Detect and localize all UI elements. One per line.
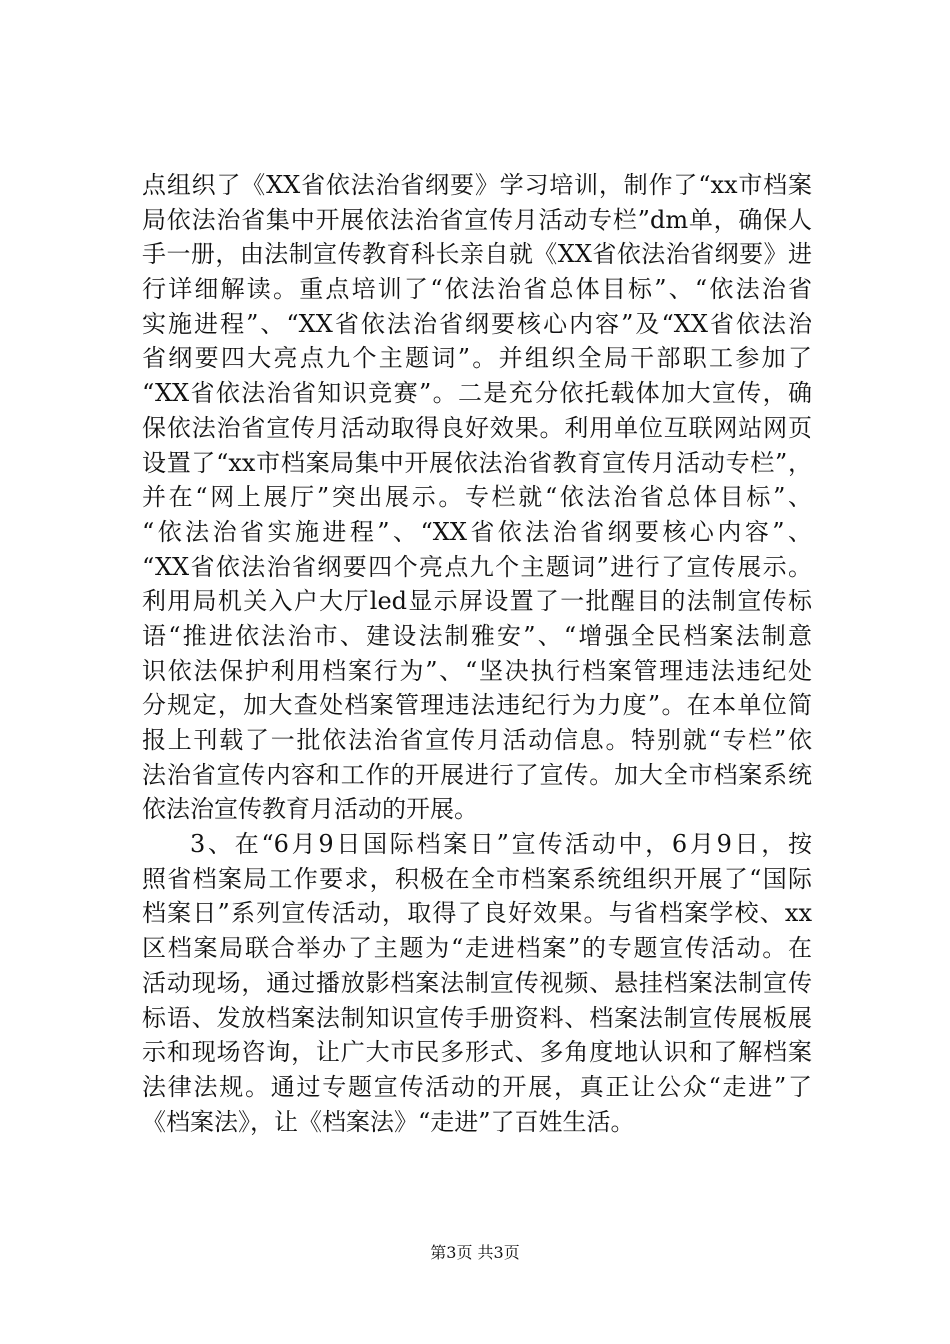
page-footer: 第3页 共3页 — [430, 1243, 520, 1262]
text-line: “依法治省实施进程”、“XX省依法治省纲要核心内容”、 — [142, 517, 812, 546]
text-line: 行详细解读。重点培训了“依法治省总体目标”、“依法治省 — [142, 275, 812, 304]
text-line: 并在“网上展厅”突出展示。专栏就“依法治省总体目标”、 — [142, 483, 812, 512]
text-line: 标语、发放档案法制知识宣传手册资料、档案法制宣传展板展 — [142, 1003, 812, 1032]
text-line: “XX省依法治省纲要四个亮点九个主题词”进行了宣传展示。 — [142, 552, 812, 581]
text-line: 利用局机关入户大厅led显示屏设置了一批醒目的法制宣传标 — [142, 587, 812, 616]
text-line: 手一册，由法制宣传教育科长亲自就《XX省依法治省纲要》进 — [142, 240, 812, 269]
text-line: 实施进程”、“XX省依法治省纲要核心内容”及“XX省依法治 — [142, 309, 812, 338]
text-line: 保依法治省宣传月活动取得良好效果。利用单位互联网站网页 — [142, 413, 812, 442]
text-line: 档案日”系列宣传活动，取得了良好效果。与省档案学校、xx — [142, 899, 812, 928]
text-line: 活动现场，通过播放影档案法制宣传视频、悬挂档案法制宣传 — [142, 968, 812, 997]
text-line: “XX省依法治省知识竞赛”。二是充分依托载体加大宣传，确 — [142, 379, 812, 408]
text-line: 省纲要四大亮点九个主题词”。并组织全局干部职工参加了 — [142, 344, 812, 373]
text-line: 设置了“xx市档案局集中开展依法治省教育宣传月活动专栏”， — [142, 448, 812, 477]
body-text — [142, 168, 812, 1139]
text-line: 依法治宣传教育月活动的开展。 — [142, 795, 478, 824]
text-line: 报上刊载了一批依法治省宣传月活动信息。特别就“专栏”依 — [142, 726, 812, 754]
text-line: 区档案局联合举办了主题为“走进档案”的专题宣传活动。在 — [142, 934, 812, 963]
text-line: 3、在“6月9日国际档案日”宣传活动中，6月9日，按 — [190, 830, 812, 859]
text-line: 照省档案局工作要求，积极在全市档案系统组织开展了“国际 — [142, 864, 812, 893]
text-line: 语“推进依法治市、建设法制雅安”、“增强全民档案法制意 — [142, 621, 812, 650]
text-line: 示和现场咨询，让广大市民多形式、多角度地认识和了解档案 — [142, 1038, 812, 1067]
text-line: 局依法治省集中开展依法治省宣传月活动专栏”dm单，确保人 — [142, 205, 812, 234]
text-line: 《档案法》，让《档案法》“走进”了百姓生活。 — [142, 1107, 635, 1136]
text-line: 点组织了《XX省依法治省纲要》学习培训，制作了“xx市档案 — [142, 171, 812, 199]
text-line: 分规定，加大查处档案管理违法违纪行为力度”。在本单位简 — [142, 691, 812, 720]
text-line: 识依法保护利用档案行为”、“坚决执行档案管理违法违纪处 — [142, 656, 812, 685]
text-line: 法治省宣传内容和工作的开展进行了宣传。加大全市档案系统 — [142, 760, 812, 789]
text-line: 法律法规。通过专题宣传活动的开展，真正让公众“走进”了 — [142, 1072, 812, 1101]
